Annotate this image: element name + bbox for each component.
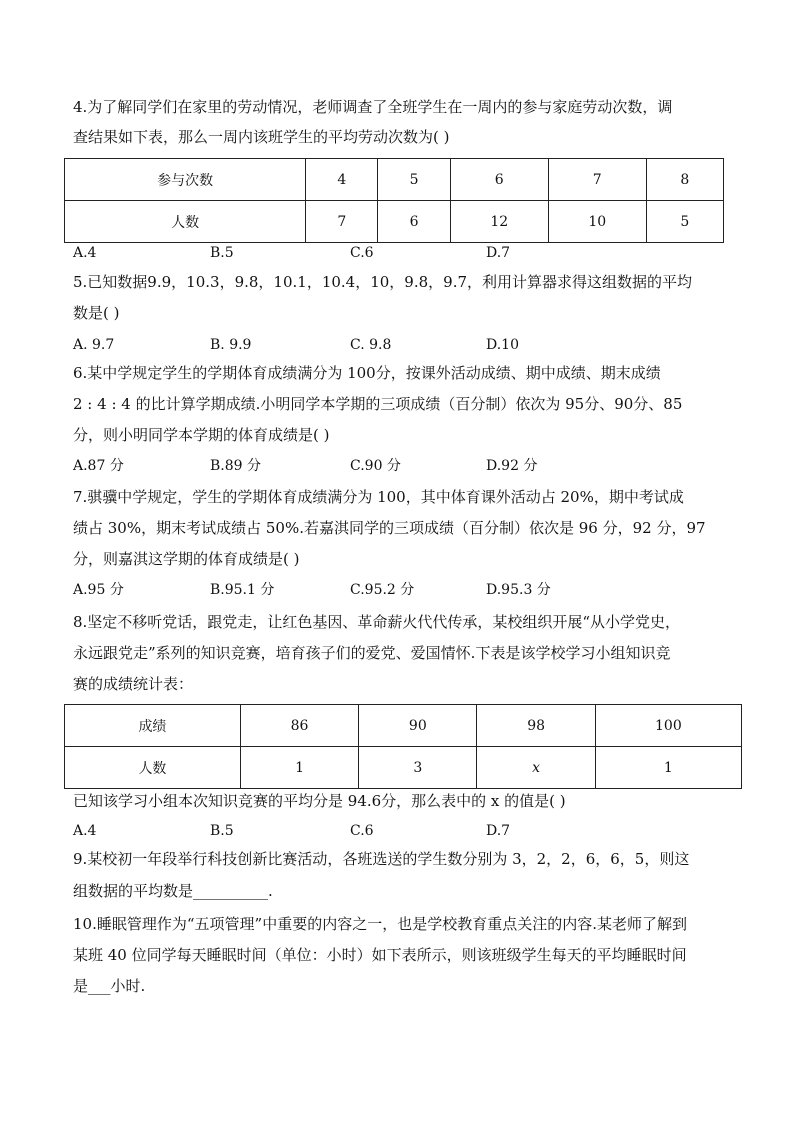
q4-option-d[interactable]: D.7 — [486, 245, 511, 261]
q8-cell: 3 — [359, 747, 477, 789]
q4-cell: 12 — [450, 201, 548, 243]
q4-cell: 7 — [548, 159, 646, 201]
q4-cell: 10 — [548, 201, 646, 243]
q4-line2: 查结果如下表，那么一周内该班学生的平均劳动次数为( ) — [73, 128, 450, 146]
q6-option-a[interactable]: A.87 分 — [73, 458, 124, 474]
q8-after: 已知该学习小组本次知识竞赛的平均分是 94.6分，那么表中的 x 的值是( ) — [73, 792, 566, 810]
q10-line1: 10.睡眠管理作为“五项管理”中重要的内容之一，也是学校教育重点关注的内容.某老师了解到 — [73, 915, 687, 933]
q4-cell: 7 — [306, 201, 378, 243]
q7-option-d[interactable]: D.95.3 分 — [486, 582, 551, 598]
q7-line2: 绩占 30%，期末考试成绩占 50%.若嘉淇同学的三项成绩（百分制）依次是 96 分，92 分，97 — [73, 519, 706, 537]
q7-line3: 分，则嘉淇这学期的体育成绩是( ) — [73, 550, 300, 568]
q5-line2: 数是( ) — [73, 304, 120, 322]
q8-cell-x: x — [477, 747, 595, 789]
q8-cell: 98 — [477, 705, 595, 747]
q4-cell: 5 — [378, 159, 450, 201]
q6-option-c[interactable]: C.90 分 — [350, 458, 401, 474]
q8-line2: 永远跟党走”系列的知识竞赛，培育孩子们的爱党、爱国情怀.下表是该学校学习小组知识竞 — [73, 644, 671, 662]
q4-option-c[interactable]: C.6 — [350, 245, 374, 261]
q4-option-a[interactable]: A.4 — [73, 245, 97, 261]
q8-option-a[interactable]: A.4 — [73, 823, 97, 839]
q8-cell: 1 — [595, 747, 741, 789]
q4-cell: 6 — [378, 201, 450, 243]
q8-option-b[interactable]: B.5 — [210, 823, 234, 839]
q6-option-d[interactable]: D.92 分 — [486, 458, 538, 474]
q7-option-c[interactable]: C.95.2 分 — [350, 582, 415, 598]
q4-cell: 8 — [646, 159, 723, 201]
q8-option-d[interactable]: D.7 — [486, 823, 511, 839]
q4-line1: 4.为了解同学们在家里的劳动情况，老师调查了全班学生在一周内的参与家庭劳动次数，调 — [73, 98, 673, 116]
q5-option-a[interactable]: A. 9.7 — [73, 337, 115, 353]
q8-cell: 100 — [595, 705, 741, 747]
q8-table — [64, 704, 742, 789]
q10-line3: 是___小时. — [73, 977, 146, 995]
q8-line3: 赛的成绩统计表： — [73, 675, 194, 693]
q4-cell: 6 — [450, 159, 548, 201]
q5-option-c[interactable]: C. 9.8 — [350, 337, 392, 353]
q4-cell: 5 — [646, 201, 723, 243]
q6-line2: 2 : 4 : 4 的比计算学期成绩.小明同学本学期的三项成绩（百分制）依次为 95分、90分、85 — [73, 395, 683, 413]
q4-cell: 4 — [306, 159, 378, 201]
q10-line2: 某班 40 位同学每天睡眠时间（单位：小时）如下表所示，则该班级学生每天的平均睡眠时间 — [73, 946, 687, 964]
q8-row-label: 人数 — [65, 747, 241, 789]
q5-option-d[interactable]: D.10 — [486, 337, 519, 353]
q8-cell: 90 — [359, 705, 477, 747]
q8-cell: 86 — [240, 705, 358, 747]
q8-header-label: 成绩 — [65, 705, 241, 747]
q8-option-c[interactable]: C.6 — [350, 823, 374, 839]
q8-line1: 8.坚定不移听党话，跟党走，让红色基因、革命薪火代代传承，某校组织开展“从小学党史， — [73, 613, 680, 631]
q5-option-b[interactable]: B. 9.9 — [210, 337, 252, 353]
q9-line1: 9.某校初一年段举行科技创新比赛活动，各班选送的学生数分别为 3，2，2，6，6，5，则这 — [73, 850, 690, 868]
q4-option-b[interactable]: B.5 — [210, 245, 234, 261]
q7-line1: 7.骐骥中学规定，学生的学期体育成绩满分为 100，其中体育课外活动占 20%，期中考试成 — [73, 488, 684, 506]
q6-option-b[interactable]: B.89 分 — [210, 458, 262, 474]
q6-line3: 分，则小明同学本学期的体育成绩是( ) — [73, 426, 330, 444]
q7-option-b[interactable]: B.95.1 分 — [210, 582, 275, 598]
q8-cell: 1 — [240, 747, 358, 789]
q7-option-a[interactable]: A.95 分 — [73, 582, 124, 598]
q4-row-label: 人数 — [65, 201, 306, 243]
q4-table — [64, 158, 724, 243]
q4-header-label: 参与次数 — [65, 159, 306, 201]
q5-line1: 5.已知数据9.9，10.3，9.8，10.1，10.4，10，9.8，9.7，利用计算器求得这组数据的平均 — [73, 273, 693, 291]
q6-line1: 6.某中学规定学生的学期体育成绩满分为 100分，按课外活动成绩、期中成绩、期末成绩 — [73, 364, 661, 382]
q9-line2: 组数据的平均数是__________. — [73, 882, 273, 900]
